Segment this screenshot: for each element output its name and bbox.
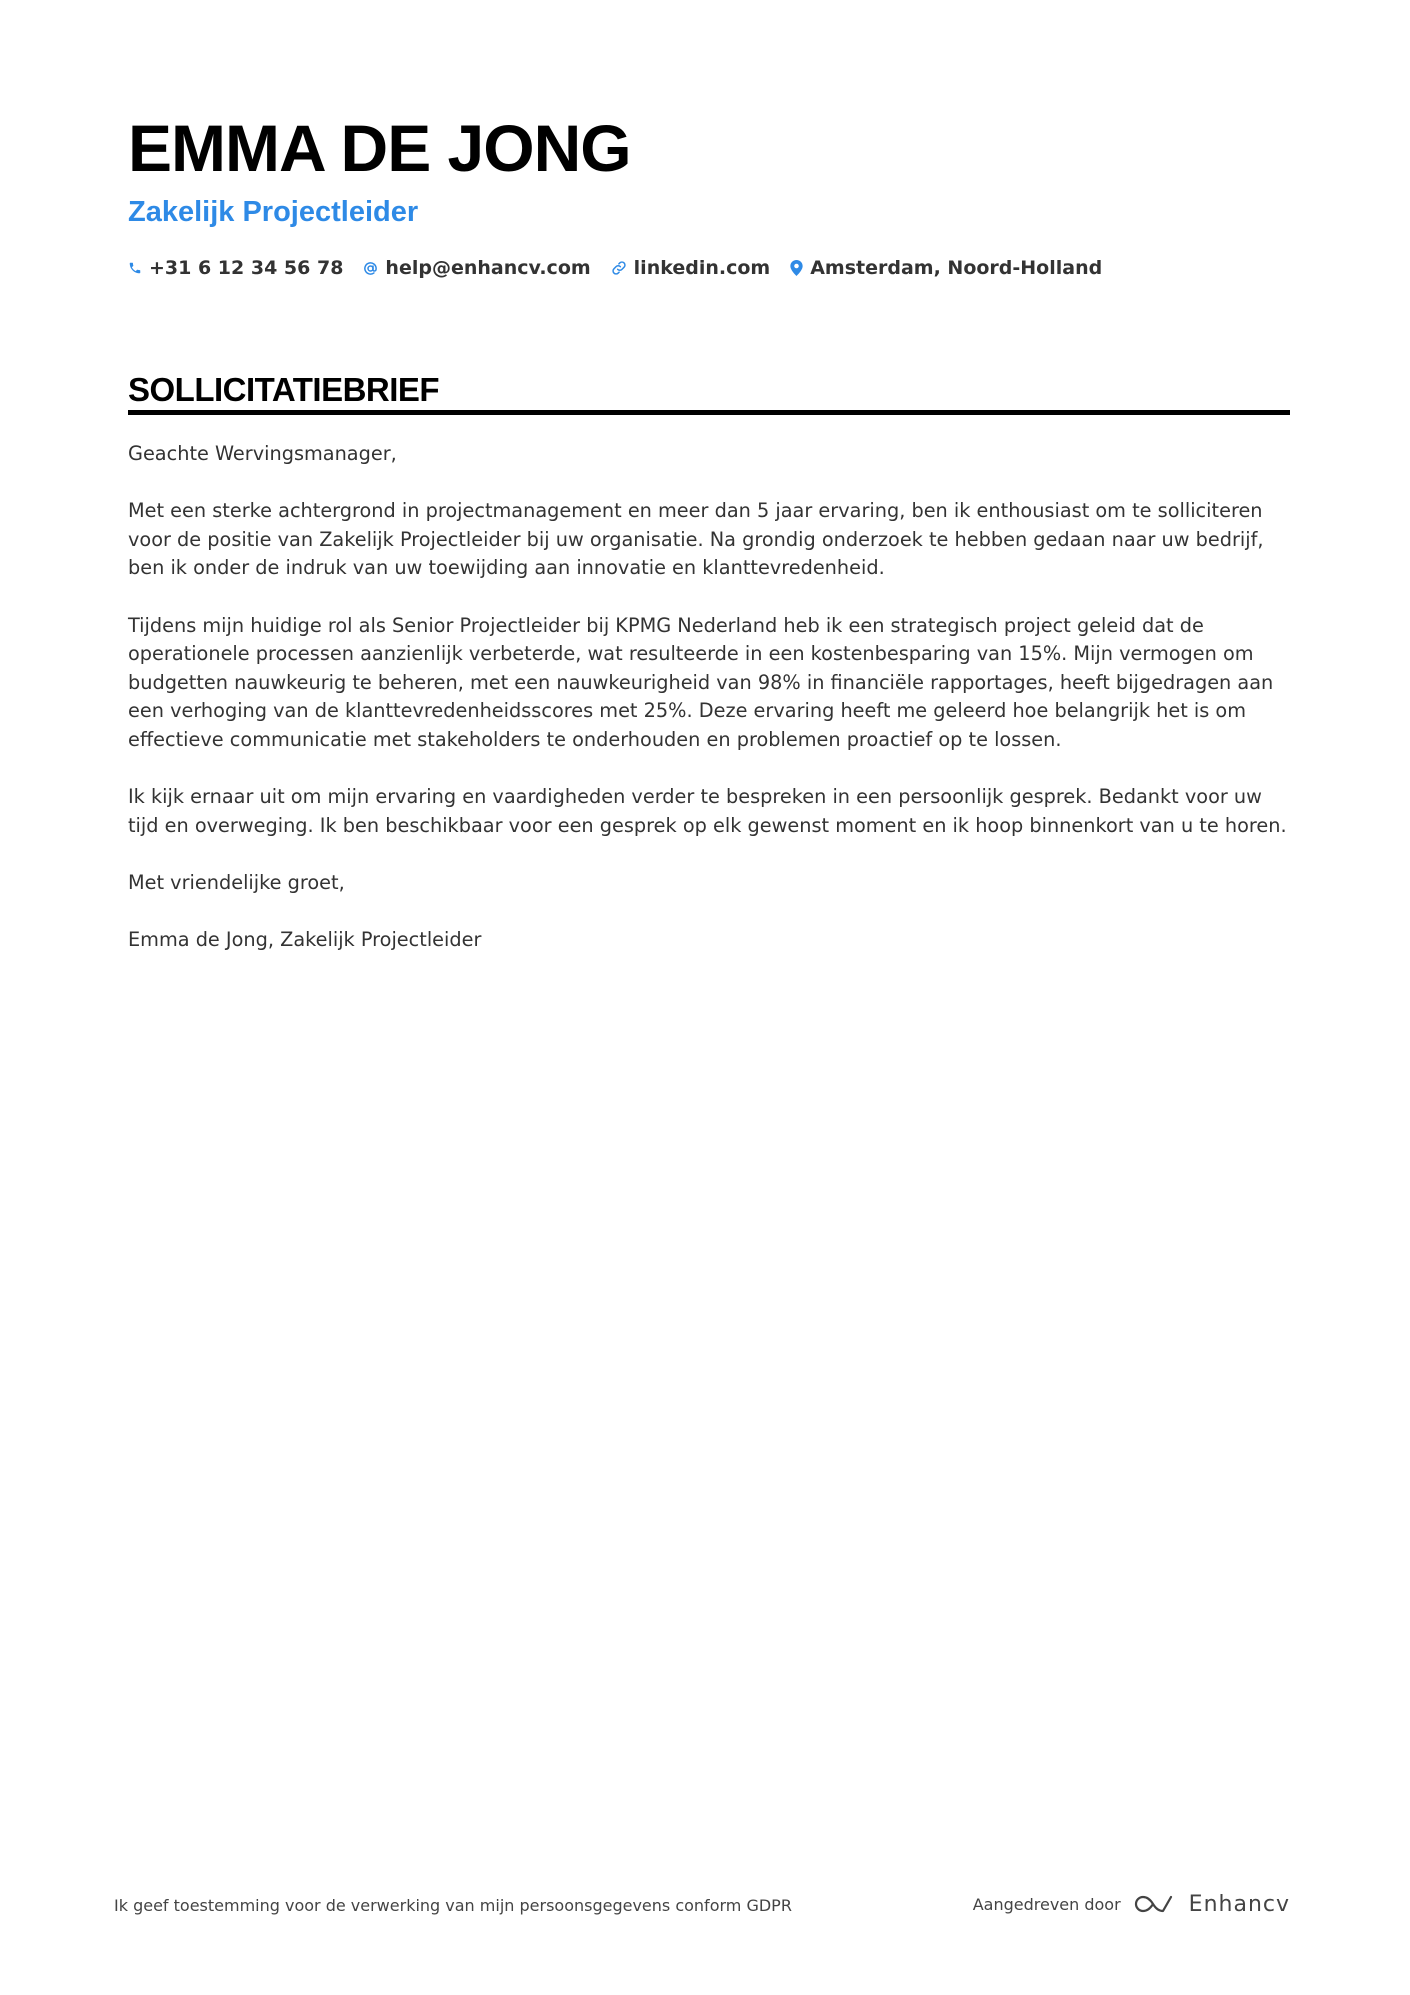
letter-paragraph: Met een sterke achtergrond in projectmanagement en meer dan 5 jaar ervaring, ben ik enthousiast om te solliciteren voor de positie van Zakelijk Projectleider bij uw organisatie. Na grondig onderzoek te hebben gedaan naar uw bedrijf, ben ik onder de indruk van uw toewijding aan innovatie en klanttevredenheid.	[128, 499, 1264, 580]
contact-linkedin[interactable]	[611, 257, 771, 279]
gdpr-consent-text: Ik geef toestemming voor de verwerking van mijn persoonsgegevens conform GDPR	[114, 1896, 792, 1915]
phone-icon	[128, 261, 142, 275]
at-icon	[363, 261, 378, 276]
section-title: SOLLICITATIEBRIEF	[128, 371, 440, 408]
section-divider	[128, 410, 1290, 415]
location-pin-icon	[790, 260, 803, 276]
powered-by-label: Aangedreven door	[972, 1894, 1121, 1914]
contact-linkedin-text[interactable]: linkedin.com	[633, 257, 771, 279]
contact-location	[790, 257, 1102, 279]
contact-email[interactable]	[363, 257, 590, 279]
link-icon	[611, 260, 627, 276]
letter-paragraph: Tijdens mijn huidige rol als Senior Projectleider bij KPMG Nederland heb ik een strategisch project geleid dat de operationele processen aanzienlijk verbeterde, wat resulteerde in een kostenbesparing van 15%. Mijn vermogen om budgetten nauwkeurig te beheren, met een nauwkeurigheid van 98% in financiële rapportages, heeft bijgedragen aan een verhoging van de klanttevredenheidsscores met 25%. Deze ervaring heeft me geleerd hoe belangrijk het is om effectieve communicatie met stakeholders te onderhouden en problemen proactief op te lossen.	[128, 613, 1274, 751]
contact-phone-text: +31 6 12 34 56 78	[149, 257, 344, 279]
letter-signature: Emma de Jong, Zakelijk Projectleider	[128, 928, 482, 952]
contact-location-text: Amsterdam, Noord-Holland	[810, 257, 1103, 279]
letter-body	[128, 440, 1290, 983]
page-footer	[114, 1888, 1290, 1924]
applicant-name: EMMA DE JONG	[128, 111, 631, 185]
enhancv-logo-icon	[1133, 1892, 1179, 1916]
applicant-title: Zakelijk Projectleider	[128, 196, 419, 228]
letter-closing: Met vriendelijke groet,	[128, 870, 345, 894]
letter-salutation: Geachte Wervingsmanager,	[128, 442, 397, 465]
powered-by[interactable]	[973, 1888, 1290, 1920]
letter-paragraph: Ik kijk ernaar uit om mijn ervaring en vaardigheden verder te bespreken in een persoonlijk gesprek. Bedankt voor uw tijd en overweging. Ik ben beschikbaar voor een gesprek op elk gewenst moment en ik hoop binnenkort van u te horen.	[128, 785, 1287, 837]
contact-bar	[128, 252, 1122, 284]
brand-name: Enhancv	[1188, 1891, 1290, 1917]
contact-phone	[128, 257, 343, 279]
contact-email-text[interactable]: help@enhancv.com	[385, 257, 591, 279]
